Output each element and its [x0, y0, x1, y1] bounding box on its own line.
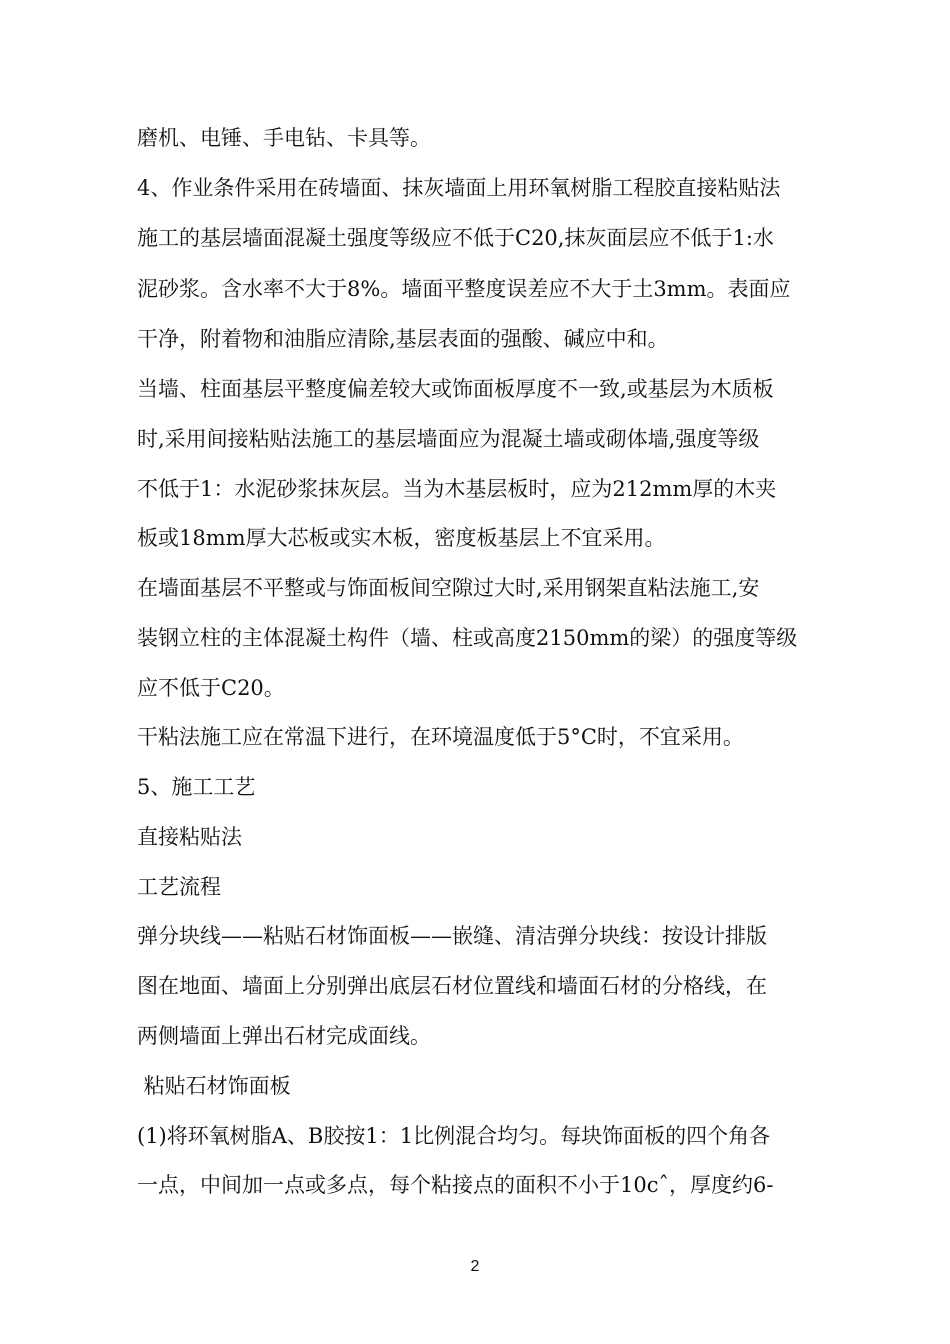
text-line: 磨机、电锤、手电钻、卡具等。: [137, 126, 431, 150]
text-line: 板或18mm厚大芯板或实木板，密度板基层上不宜采用。: [137, 526, 666, 550]
subsection-heading: 工艺流程: [137, 875, 221, 899]
text-line: 一点，中间加一点或多点，每个粘接点的面积不小于10cˆ，厚度约6-: [137, 1173, 774, 1197]
text-line: 4、作业条件采用在砖墙面、抹灰墙面上用环氧树脂工程胶直接粘贴法: [137, 176, 781, 200]
text-line: (1)将环氧树脂A、B胶按1：1比例混合均匀。每块饰面板的四个角各: [137, 1124, 771, 1148]
text-line: 两侧墙面上弹出石材完成面线。: [137, 1024, 431, 1048]
text-line: 在墙面基层不平整或与饰面板间空隙过大时,采用钢架直粘法施工,安: [137, 576, 760, 600]
text-line: 时,采用间接粘贴法施工的基层墙面应为混凝土墙或砌体墙,强度等级: [137, 427, 760, 451]
text-line: 施工的基层墙面混凝土强度等级应不低于C20,抹灰面层应不低于1:水: [137, 226, 774, 250]
subsection-heading: 直接粘贴法: [137, 825, 242, 849]
text-line: 干净，附着物和油脂应清除,基层表面的强酸、碱应中和。: [137, 327, 669, 351]
text-line: 泥砂浆。含水率不大于8%。墙面平整度误差应不大于土3mm。表面应: [137, 277, 791, 301]
text-line: 弹分块线——粘贴石材饰面板——嵌缝、清洁弹分块线：按设计排版: [137, 924, 767, 948]
text-line: 当墙、柱面基层平整度偏差较大或饰面板厚度不一致,或基层为木质板: [137, 377, 774, 401]
text-line: 干粘法施工应在常温下进行，在环境温度低于5°C时，不宜采用。: [137, 725, 744, 749]
page-number: 2: [470, 1258, 480, 1275]
section-heading: 5、施工工艺: [137, 775, 256, 799]
text-line: 装钢立柱的主体混凝土构件（墙、柱或高度2150mm的梁）的强度等级: [137, 626, 798, 650]
text-line: 图在地面、墙面上分别弹出底层石材位置线和墙面石材的分格线，在: [137, 974, 767, 998]
subsection-heading: 粘贴石材饰面板: [137, 1074, 291, 1098]
text-line: 不低于1：水泥砂浆抹灰层。当为木基层板时，应为212mm厚的木夹: [137, 477, 777, 501]
text-line: 应不低于C20。: [137, 676, 285, 700]
